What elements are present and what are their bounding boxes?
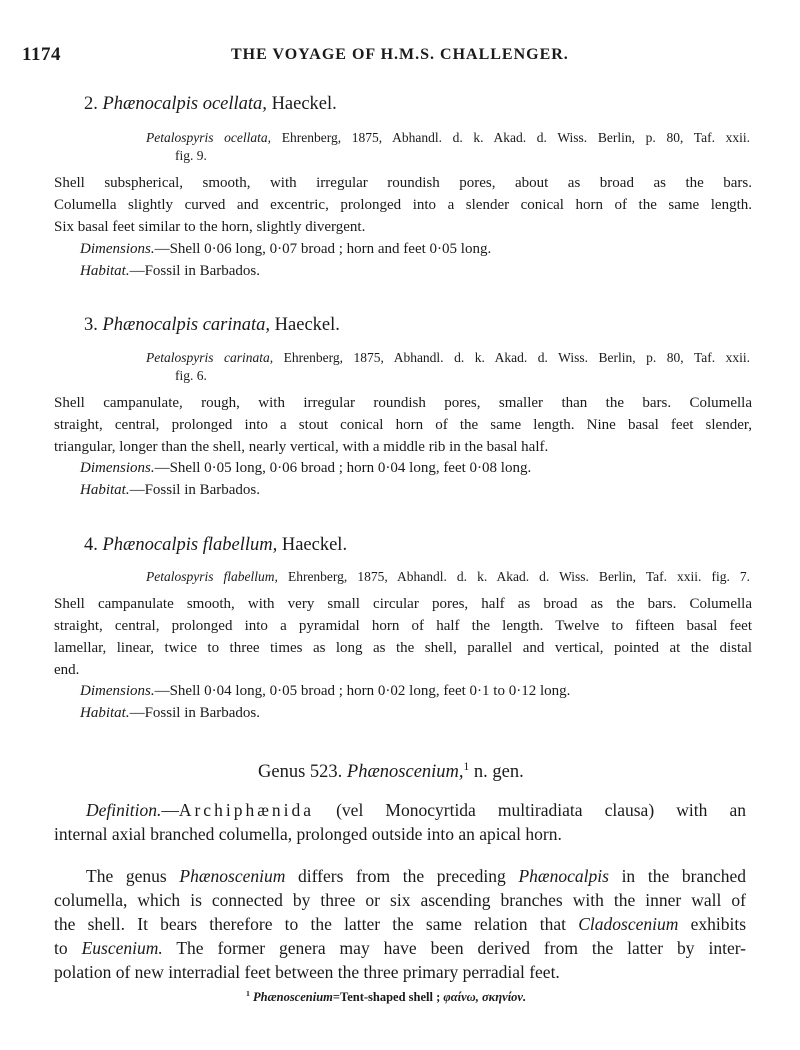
desc-line: Shell campanulate smooth, with very small circular pores, half as broad as the bars. Columella	[54, 596, 752, 612]
footnote-number: 1	[246, 988, 250, 998]
species-heading	[84, 535, 347, 556]
definition-dash: —	[161, 800, 179, 820]
footnote-marker: 1	[463, 760, 470, 773]
habitat-text: —Fossil in Barbados.	[129, 263, 261, 279]
definition	[86, 800, 746, 821]
species-heading	[84, 315, 340, 336]
genus-name-ref: Phænocalpis	[518, 866, 609, 886]
habitat-label: Habitat.	[80, 705, 130, 721]
footnote-term: Phænoscenium	[253, 990, 333, 1004]
genus-name-ref: Euscenium.	[81, 938, 163, 958]
synonym-name: Petalospyris carinata,	[146, 350, 274, 365]
genus-paragraph	[54, 864, 746, 984]
paragraph-line: columella, which is connected by three or six ascending branches with the inner wall of	[54, 890, 746, 910]
species-number: 2.	[84, 94, 98, 114]
dimensions-line	[80, 680, 570, 702]
footnote	[246, 990, 526, 1005]
synonym-reference-cont: fig. 9.	[175, 148, 207, 163]
desc-line: lamellar, linear, twice to three times as long as the shell, parallel and vertical, pointed at the distal	[54, 640, 752, 656]
desc-line: straight, central, prolonged into a pyramidal horn of half the length. Twelve to fifteen basal feet	[54, 618, 752, 634]
genus-name-ref: Phænoscenium	[179, 866, 286, 886]
desc-line: Shell campanulate, rough, with irregular roundish pores, smaller than the bars. Columella	[54, 395, 752, 411]
dimensions-text: —Shell 0·06 long, 0·07 broad ; horn and feet 0·05 long.	[154, 241, 492, 257]
genus-suffix: n. gen.	[473, 762, 524, 782]
desc-line: straight, central, prolonged into a stout conical horn of the same length. Nine basal feet slender,	[54, 417, 752, 433]
desc-line: end.	[54, 662, 80, 678]
habitat-line	[80, 702, 260, 724]
habitat-label: Habitat.	[80, 263, 130, 279]
paragraph-text: exhibits	[690, 914, 747, 934]
synonymy	[146, 350, 750, 366]
species-description	[54, 172, 752, 238]
species-author: Haeckel.	[274, 315, 340, 335]
genus-heading	[258, 762, 524, 783]
synonym-reference-cont: fig. 6.	[175, 368, 207, 383]
species-number: 3.	[84, 315, 98, 335]
habitat-line	[80, 260, 260, 282]
paragraph-text: the shell. It bears therefore to the latter the same relation that	[54, 914, 566, 934]
dimensions-text: —Shell 0·04 long, 0·05 broad ; horn 0·02 long, feet 0·1 to 0·12 long.	[154, 683, 571, 699]
species-description	[54, 392, 752, 458]
synonymy	[146, 569, 750, 585]
dimensions-label: Dimensions.	[80, 460, 155, 476]
paragraph-text: differs from the preceding	[298, 866, 506, 886]
species-name: Phænocalpis carinata,	[102, 315, 271, 335]
dimensions-label: Dimensions.	[80, 683, 155, 699]
paragraph-text: in the branched	[621, 866, 747, 886]
desc-line: triangular, longer than the shell, nearly vertical, with a middle rib in the basal half.	[54, 439, 549, 455]
paragraph-text: The former genera may have been derived from the latter by inter-	[176, 938, 747, 958]
species-number: 4.	[84, 535, 98, 555]
synonym-reference: Ehrenberg, 1875, Abhandl. d. k. Akad. d. Wiss. Berlin, p. 80, Taf. xxii.	[283, 350, 751, 365]
desc-line: Columella slightly curved and excentric, prolonged into a slender conical horn of the same length.	[54, 197, 752, 213]
species-heading	[84, 94, 337, 115]
footnote-text: =Tent-shaped shell ;	[332, 990, 441, 1004]
habitat-line	[80, 479, 260, 501]
species-name: Phænocalpis flabellum,	[102, 535, 278, 555]
synonym-name: Petalospyris flabellum,	[146, 569, 278, 584]
paragraph-line: polation of new interradial feet between the three primary perradial feet.	[54, 962, 560, 982]
habitat-label: Habitat.	[80, 482, 130, 498]
dimensions-label: Dimensions.	[80, 241, 155, 257]
genus-name-ref: Cladoscenium	[578, 914, 679, 934]
paragraph-text: to	[54, 938, 68, 958]
synonym-reference: Ehrenberg, 1875, Abhandl. d. k. Akad. d. Wiss. Berlin, Taf. xxii. fig. 7.	[287, 569, 750, 584]
genus-name: Phænoscenium,	[346, 762, 464, 782]
synonymy	[146, 130, 750, 146]
running-head: THE VOYAGE OF H.M.S. CHALLENGER.	[231, 46, 569, 63]
species-name: Phænocalpis ocellata,	[102, 94, 267, 114]
desc-line: Shell subspherical, smooth, with irregular roundish pores, about as broad as the bars.	[54, 175, 752, 191]
synonym-name: Petalospyris ocellata,	[146, 130, 272, 145]
habitat-text: —Fossil in Barbados.	[129, 482, 261, 498]
species-author: Haeckel.	[271, 94, 337, 114]
dimensions-text: —Shell 0·05 long, 0·06 broad ; horn 0·04 long, feet 0·08 long.	[154, 460, 532, 476]
definition-line2: internal axial branched columella, prolonged outside into an apical horn.	[54, 824, 562, 844]
desc-line: Six basal feet similar to the horn, slightly divergent.	[54, 219, 366, 235]
genus-prefix: Genus 523.	[258, 762, 343, 782]
paragraph-text: The genus	[86, 866, 167, 886]
footnote-greek: φαίνω, σκηνίον.	[443, 990, 527, 1004]
synonym-reference: Ehrenberg, 1875, Abhandl. d. k. Akad. d. Wiss. Berlin, p. 80, Taf. xxii.	[281, 130, 751, 145]
dimensions-line	[80, 457, 531, 479]
definition-family: Archiphænida	[178, 800, 314, 820]
page-number: 1174	[22, 44, 61, 65]
species-author: Haeckel.	[281, 535, 348, 555]
habitat-text: —Fossil in Barbados.	[129, 705, 261, 721]
definition-text: (vel Monocyrtida multiradiata clausa) with an	[336, 800, 746, 820]
dimensions-line	[80, 238, 491, 260]
definition-label: Definition.	[86, 800, 162, 820]
species-description	[54, 593, 752, 681]
